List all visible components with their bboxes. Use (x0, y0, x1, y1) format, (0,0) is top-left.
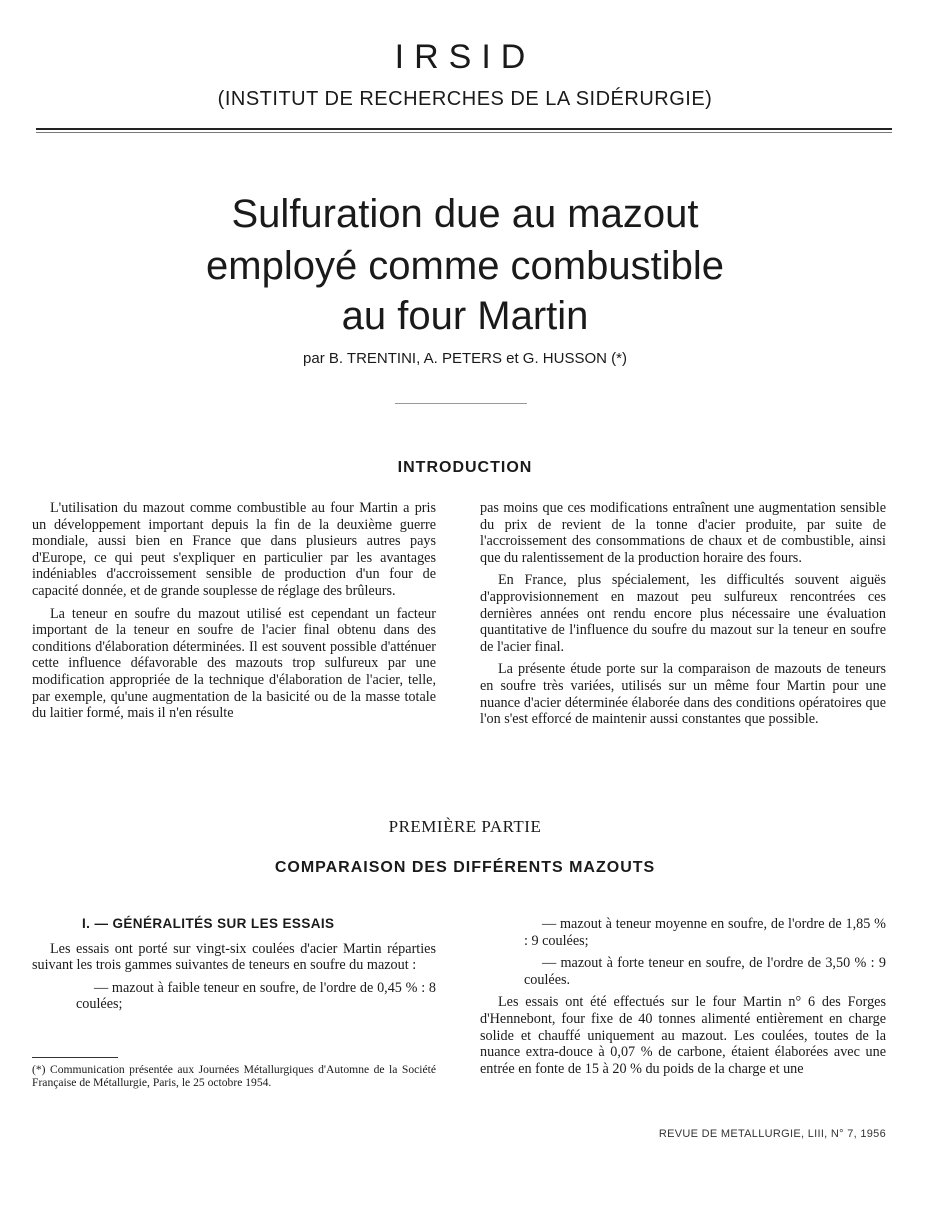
list-item: — mazout à teneur moyenne en soufre, de l'ordre de 1,85 % : 9 coulées; (524, 916, 886, 949)
title-divider (395, 403, 527, 404)
part-title: PREMIÈRE PARTIE (388, 817, 542, 836)
masthead-title: IRSID (394, 38, 536, 76)
masthead-subtitle: (INSTITUT DE RECHERCHES DE LA SIDÉRURGIE) (217, 88, 713, 110)
generalites-paragraph: Les essais ont été effectués sur le four Martin n° 6 des Forges d'Hennebont, four fixe de 40 tonnes alimenté entièrement en charge solide et chauffé uniquement au mazout. Les coulées, toutes de la nuance extra-douce à 0,07 % de carbone, étaient élaborées avec une entrée en fonte de 15 à 20 % du poids de la charge et une (480, 994, 886, 1077)
footnote-rule (32, 1057, 118, 1058)
intro-paragraph: L'utilisation du mazout comme combustible au four Martin a pris un développement important depuis la fin de la deuxième guerre mondiale, aussi bien en France que dans plusieurs autres pays d'Europe, ce qui peut s'expliquer en particulier par les avantages indéniables d'accroissement sensible de production d'un four de capacité donnée, et de grande souplesse de réglage des brûleurs. (32, 500, 436, 599)
byline: par B. TRENTINI, A. PETERS et G. HUSSON (*) (303, 350, 627, 367)
article-title-line-1: Sulfuration due au mazout (231, 192, 699, 236)
intro-paragraph-continued: pas moins que ces modifications entraînent une augmentation sensible du prix de revient de la tonne d'acier produite, par suite de l'accroissement des consommations de chaux et de combustible, ainsi que du ralentissement de la production horaire des fours. (480, 500, 886, 566)
footnote: (*) Communication présentée aux Journées Métallurgiques d'Automne de la Société Française de Métallurgie, Paris, le 25 octobre 1954. (32, 1063, 436, 1089)
generalites-right-column (480, 916, 886, 1083)
masthead-rule-thin (36, 132, 892, 133)
introduction-left-column (32, 500, 436, 728)
article-title-line-2: employé comme combustible (206, 244, 724, 288)
page-footer: REVUE DE METALLURGIE, LIII, N° 7, 1956 (658, 1128, 886, 1140)
masthead-rule (36, 128, 892, 130)
list-item: — mazout à faible teneur en soufre, de l'ordre de 0,45 % : 8 coulées; (76, 979, 436, 1013)
generalites-intro: Les essais ont porté sur vingt-six coulées d'acier Martin réparties suivant les trois gammes suivantes de teneurs en soufre du mazout : (32, 940, 436, 974)
intro-paragraph: En France, plus spécialement, les difficultés souvent aiguës d'approvisionnement en mazout peu sulfureux rencontrées ces dernières années ont rendu encore plus nécessaire une évaluation quantitative de l'influence du soufre du mazout sur la teneur en soufre de l'acier final. (480, 572, 886, 655)
list-item: — mazout à forte teneur en soufre, de l'ordre de 3,50 % : 9 coulées. (524, 955, 886, 988)
article-title-line-3: au four Martin (341, 294, 589, 338)
intro-paragraph: La teneur en soufre du mazout utilisé est cependant un facteur important de la teneur en soufre de l'acier final obtenu dans des conditions d'élaboration déterminées. Il est souvent possible d'atténuer cette influence défavorable des mazouts trop sulfureux par une modification appropriée de la technique d'élaboration de l'acier, telle, par exemple, qu'une augmentation de la basicité ou de la masse totale du laitier formé, mais il n'en résulte (32, 605, 436, 722)
introduction-heading: INTRODUCTION (397, 459, 533, 476)
generalites-heading: I. — GÉNÉRALITÉS SUR LES ESSAIS (82, 916, 335, 931)
introduction-right-column (480, 500, 886, 734)
generalites-left-column (32, 916, 436, 1019)
intro-paragraph: La présente étude porte sur la comparaison de mazouts de teneurs en soufre très variées, utilisés sur un même four Martin pour une nuance d'acier déterminée élaborée dans des conditions opératoires que l'on s'est efforcé de maintenir aussi constantes que possible. (480, 661, 886, 728)
part-subtitle: COMPARAISON DES DIFFÉRENTS MAZOUTS (274, 859, 656, 876)
